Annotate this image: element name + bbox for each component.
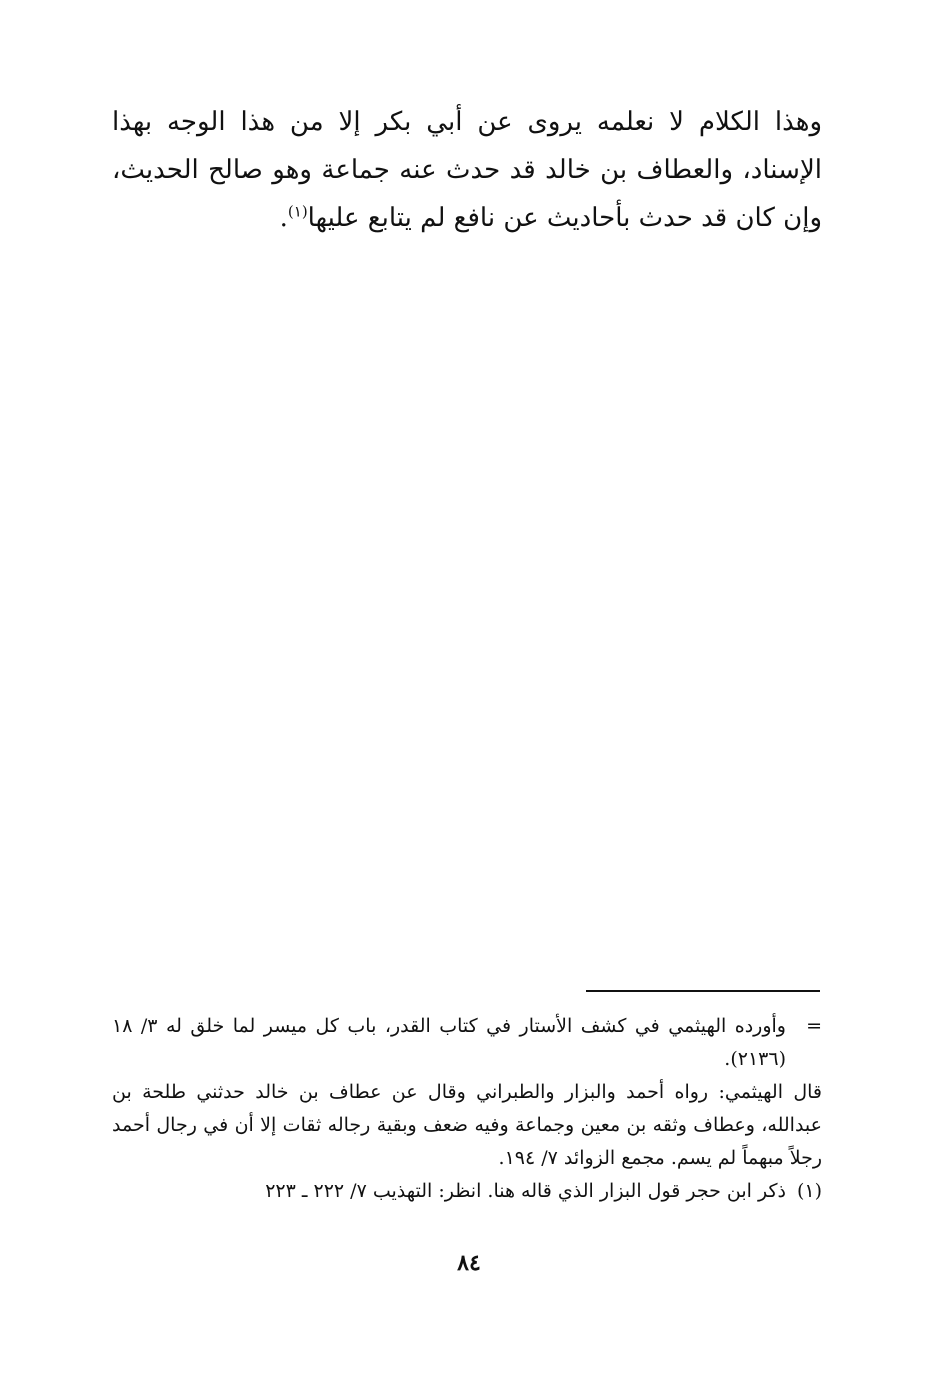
continuation-text: وأورده الهيثمي في كشف الأستار في كتاب القدر، باب كل ميسر لما خلق له ٣/ ١٨ (٢١٣٦).: [112, 1015, 786, 1070]
main-text-block: [112, 98, 822, 242]
footnote-1-text: ذكر ابن حجر قول البزار الذي قاله هنا. انظر: التهذيب ٧/ ٢٢٢ ـ ٢٢٣: [265, 1180, 786, 1202]
page-number: ٨٤: [457, 1250, 481, 1276]
footnote-1: [112, 1175, 822, 1208]
main-paragraph: [112, 98, 822, 242]
haythami-note: قال الهيثمي: رواه أحمد والبزار والطبراني وقال عن عطاف بن خالد حدثني طلحة بن عبدالله، وعطاف وثقه بن معين وجماعة وفيه ضعف وبقية رجاله ثقات إلا أن في رجال أحمد رجلاً مبهماً لم يسم. مجمع الزوائد ٧/ ١٩٤.: [112, 1081, 822, 1169]
main-paragraph-text: وهذا الكلام لا نعلمه يروى عن أبي بكر إلا من هذا الوجه بهذا الإسناد، والعطاف بن خالد قد حدث عنه جماعة وهو صالح الحديث، وإن كان قد حدث بأحاديث عن نافع لم يتابع عليها: [112, 107, 822, 233]
paragraph-end-mark: .: [279, 203, 288, 233]
footnote-continuation: [112, 1010, 822, 1076]
footnote-reference-1: (١): [287, 202, 308, 221]
continuation-mark: =: [806, 1015, 822, 1037]
footnotes-block: [112, 1010, 822, 1208]
footnote-separator-line: [586, 990, 820, 992]
footnote-1-mark: (١): [796, 1180, 822, 1202]
